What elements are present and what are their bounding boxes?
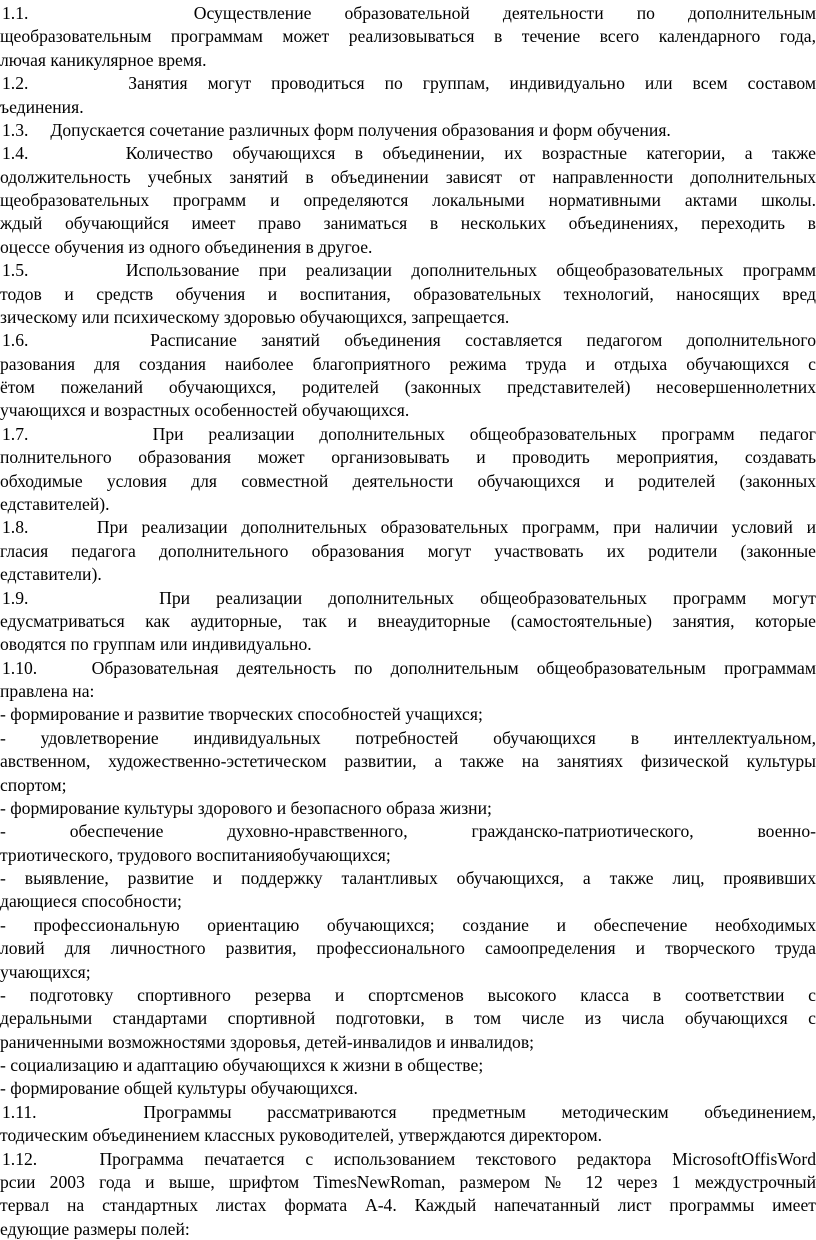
text-line: оводятся по группам или индивидуально. [0,634,312,655]
text-line: разования для создания наиболее благоприятного режима труда и отдыха обучающихся с [0,353,816,374]
text-line: ждый обучающийся имеет право заниматься в нескольких объединениях, переходить в [0,213,816,234]
text-line: одолжительность учебных занятий в объединении зависят от направленности дополнительных [0,166,816,187]
text-line: - выявление, развитие и поддержку талантливых обучающихся, а также лиц, проявивших [0,868,816,889]
text-line: - социализацию и адаптацию обучающихся к жизни в обществе; [0,1055,484,1076]
text-line: щеобразовательных программ и определяются локальными нормативными актами школы. [0,190,816,211]
text-line: рсии 2003 года и выше, шрифтом TimesNewRoman, размером № 12 через 1 междустрочный [0,1172,816,1192]
text-line: тодов и средств обучения и воспитания, образовательных технологий, наносящих вред [0,283,816,304]
text-line: едующие размеры полей: [0,1218,190,1239]
text-line: - профессиональную ориентацию обучающихся; создание и обеспечение необходимых [0,914,816,935]
text-line: 1.12. Программа печатается с использованием текстового редактора MicrosoftOffisWord [2,1148,816,1169]
text-line: тервал на стандартных листах формата А-4. Каждый напечатанный лист программы имеет [0,1195,816,1216]
text-line: - формирование общей культуры обучающихся. [0,1078,358,1099]
text-line: правлена на: [0,681,95,702]
text-line: оцессе обучения из одного объединения в другое. [0,236,373,257]
text-line: 1.7. При реализации дополнительных общеобразовательных программ педагог [2,423,816,444]
text-line: авственном, художественно-эстетическом развитии, а также на занятиях физической культуры [0,751,816,772]
text-line: - обеспечение духовно-нравственного, гражданско-патриотического, военно- [0,821,816,842]
text-line: - подготовку спортивного резерва и спортсменов высокого класса в соответствии с [0,984,816,1005]
text-line: обходимые условия для совместной деятельности обучающихся и родителей (законных [0,470,816,491]
text-line: раниченными возможностями здоровья, детей-инвалидов и инвалидов; [0,1031,535,1052]
text-line: едставители). [0,564,102,585]
text-line: учающихся; [0,961,91,982]
text-line: 1.9. При реализации дополнительных общеобразовательных программ могут [2,587,816,608]
text-line: ъединения. [0,96,84,117]
text-line: зическому или психическому здоровью обучающихся, запрещается. [0,306,510,327]
text-line: 1.1. Осуществление образовательной деятельности по дополнительным [2,3,816,23]
text-line: едусматриваться как аудиторные, так и внеаудиторные (самостоятельные) занятия, которые [0,610,816,631]
text-line: тодическим объединением классных руководителей, утверждаются директором. [0,1125,603,1146]
text-line: - формирование и развитие творческих способностей учащихся; [0,704,483,725]
text-line: учающихся и возрастных особенностей обучающихся. [0,400,410,421]
text-line: едставителей). [0,493,110,514]
text-line: лючая каникулярное время. [0,49,207,70]
text-line: 1.4. Количество обучающихся в объединении, их возрастные категории, а также [2,143,816,164]
text-line: 1.8. При реализации дополнительных образовательных программ, при наличии условий и [2,517,816,538]
text-line: деральными стандартами спортивной подготовки, в том числе из числа обучающихся с [0,1008,816,1029]
text-line: гласия педагога дополнительного образования могут участвовать их родители (законные [0,540,816,561]
text-line: ётом пожеланий обучающихся, родителей (законных представителей) несовершеннолетних [0,377,816,398]
text-line: спортом; [0,774,67,795]
text-line: 1.11. Программы рассматриваются предметным методическим объединением, [2,1101,816,1122]
text-line: триотического, трудового воспитанияобучающихся; [0,844,391,865]
text-line: - формирование культуры здорового и безопасного образа жизни; [0,797,492,818]
text-line: 1.5. Использование при реализации дополнительных общеобразовательных программ [2,260,816,281]
text-line: 1.3. Допускается сочетание различных форм получения образования и форм обучения. [2,119,671,140]
text-line: - удовлетворение индивидуальных потребностей обучающихся в интеллектуальном, [0,727,816,748]
text-line: дающиеся способности; [0,891,182,912]
text-line: 1.6. Расписание занятий объединения составляется педагогом дополнительного [2,330,816,351]
text-line: 1.2. Занятия могут проводиться по группам, индивидуально или всем составом [2,73,816,94]
text-line: 1.10. Образовательная деятельность по дополнительным общеобразовательным программам [2,657,816,678]
text-line: ловий для личностного развития, профессионального самоопределения и творческого труда [0,938,816,959]
text-line: полнительного образования может организовывать и проводить мероприятия, создавать [0,447,816,468]
text-line: щеобразовательным программам может реализовываться в течение всего календарного года, [0,26,816,47]
